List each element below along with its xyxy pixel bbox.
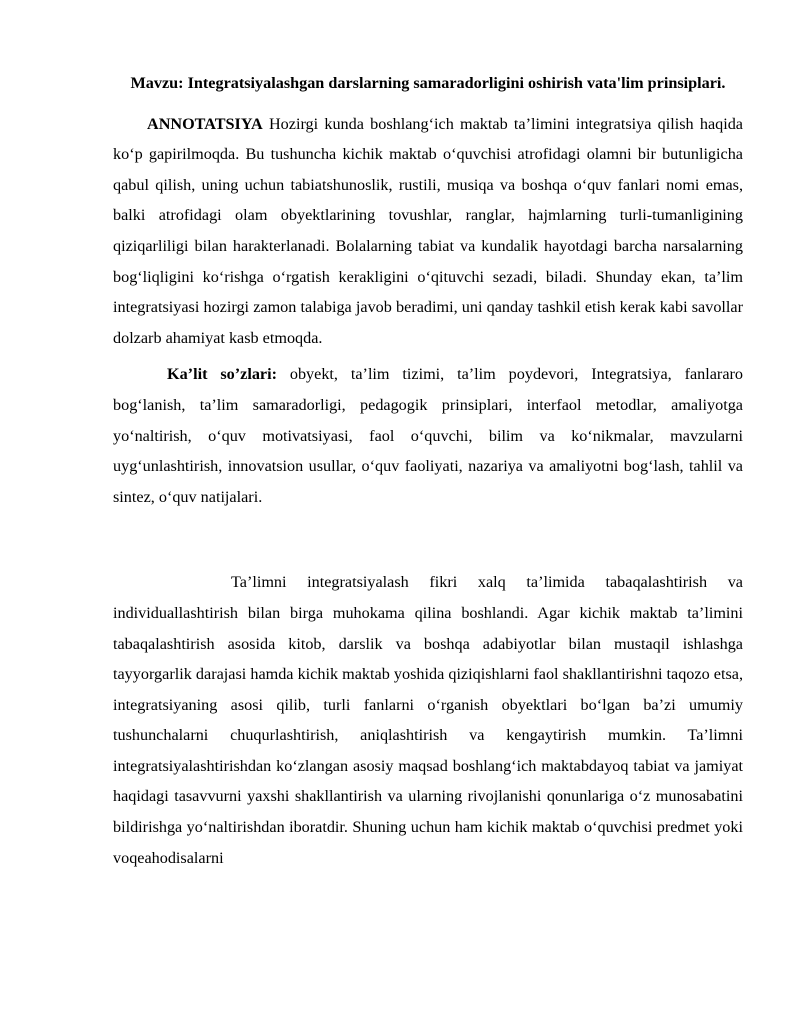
- keywords-label: Ka’lit so’zlari:: [167, 365, 277, 384]
- keywords-paragraph: [113, 359, 743, 512]
- document-title: Mavzu: Integratsiyalashgan darslarning samaradorligini oshirish vata'lim prinsiplari.: [130, 74, 726, 92]
- annotation-text: Hozirgi kunda boshlang‘ich maktab ta’limini integratsiya qilish haqida ko‘p gapirilmoqda. Bu tushuncha kichik maktab o‘quvchisi atrofidagi olamni bir butunligicha qabul qilish, uning uchun tabiatshunoslik, rustili, musiqa va boshqa o‘quv fanlari nomi emas, balki atrofidagi olam obyektlarining tovushlar, ranglar, hajmlarning turli-tumanligining qiziqarliligi bilan harakterlanadi. Bolalarning tabiat va kundalik hayotdagi barcha narsalarning bog‘liqligini ko‘rishga o‘rgatish kerakligini o‘qituvchi sezadi, biladi. Shunday ekan, ta’lim integratsiyasi hozirgi zamon talabiga javob beradimi, uni qanday tashkil etish kerak kabi savollar dolzarb ahamiyat kasb etmoqda.: [113, 114, 743, 347]
- document-page: [113, 68, 743, 873]
- body-paragraph: Ta’limni integratsiyalash fikri xalq ta’limida tabaqalashtirish va individuallashtirish bilan birga muhokama qilina boshlandi. Agar kichik maktab ta’limini tabaqalashtirish asosida kitob, darslik va boshqa adabiyotlar bilan mustaqil ishlashga tayyorgarlik darajasi hamda kichik maktab yoshida qiziqishlarni faol shakllantirishni taqozo etsa, integratsiyaning asosi qilib, turli fanlarni o‘rganish obyektlari bo‘lgan ba’zi umumiy tushunchalarni chuqurlashtirish, aniqlashtirish va kengaytirish mumkin. Ta’limni integratsiyalashtirishdan ko‘zlangan asosiy maqsad boshlang‘ich maktabdayoq tabiat va jamiyat haqidagi tasavvurni yaxshi shakllantirish va ularning rivojlanishi qonunlariga o‘z munosabatini bildirishga yo‘naltirishdan iboratdir. Shuning uchun ham kichik maktab o‘quvchisi predmet yoki voqeahodisalarni: [113, 573, 743, 867]
- annotation-paragraph: [113, 109, 743, 354]
- keywords-text: obyekt, ta’lim tizimi, ta’lim poydevori, Integratsiya, fanlararo bog‘lanish, ta’lim samaradorligi, pedagogik prinsiplari, interfaol metodlar, amaliyotga yo‘naltirish, o‘quv motivatsiyasi, faol o‘quvchi, bilim va ko‘nikmalar, mavzularni uyg‘unlashtirish, innovatsion usullar, o‘quv faoliyati, nazariya va amaliyotni bog‘lash, tahlil va sintez, o‘quv natijalari.: [113, 365, 743, 506]
- annotation-label: ANNOTATSIYA: [147, 114, 263, 133]
